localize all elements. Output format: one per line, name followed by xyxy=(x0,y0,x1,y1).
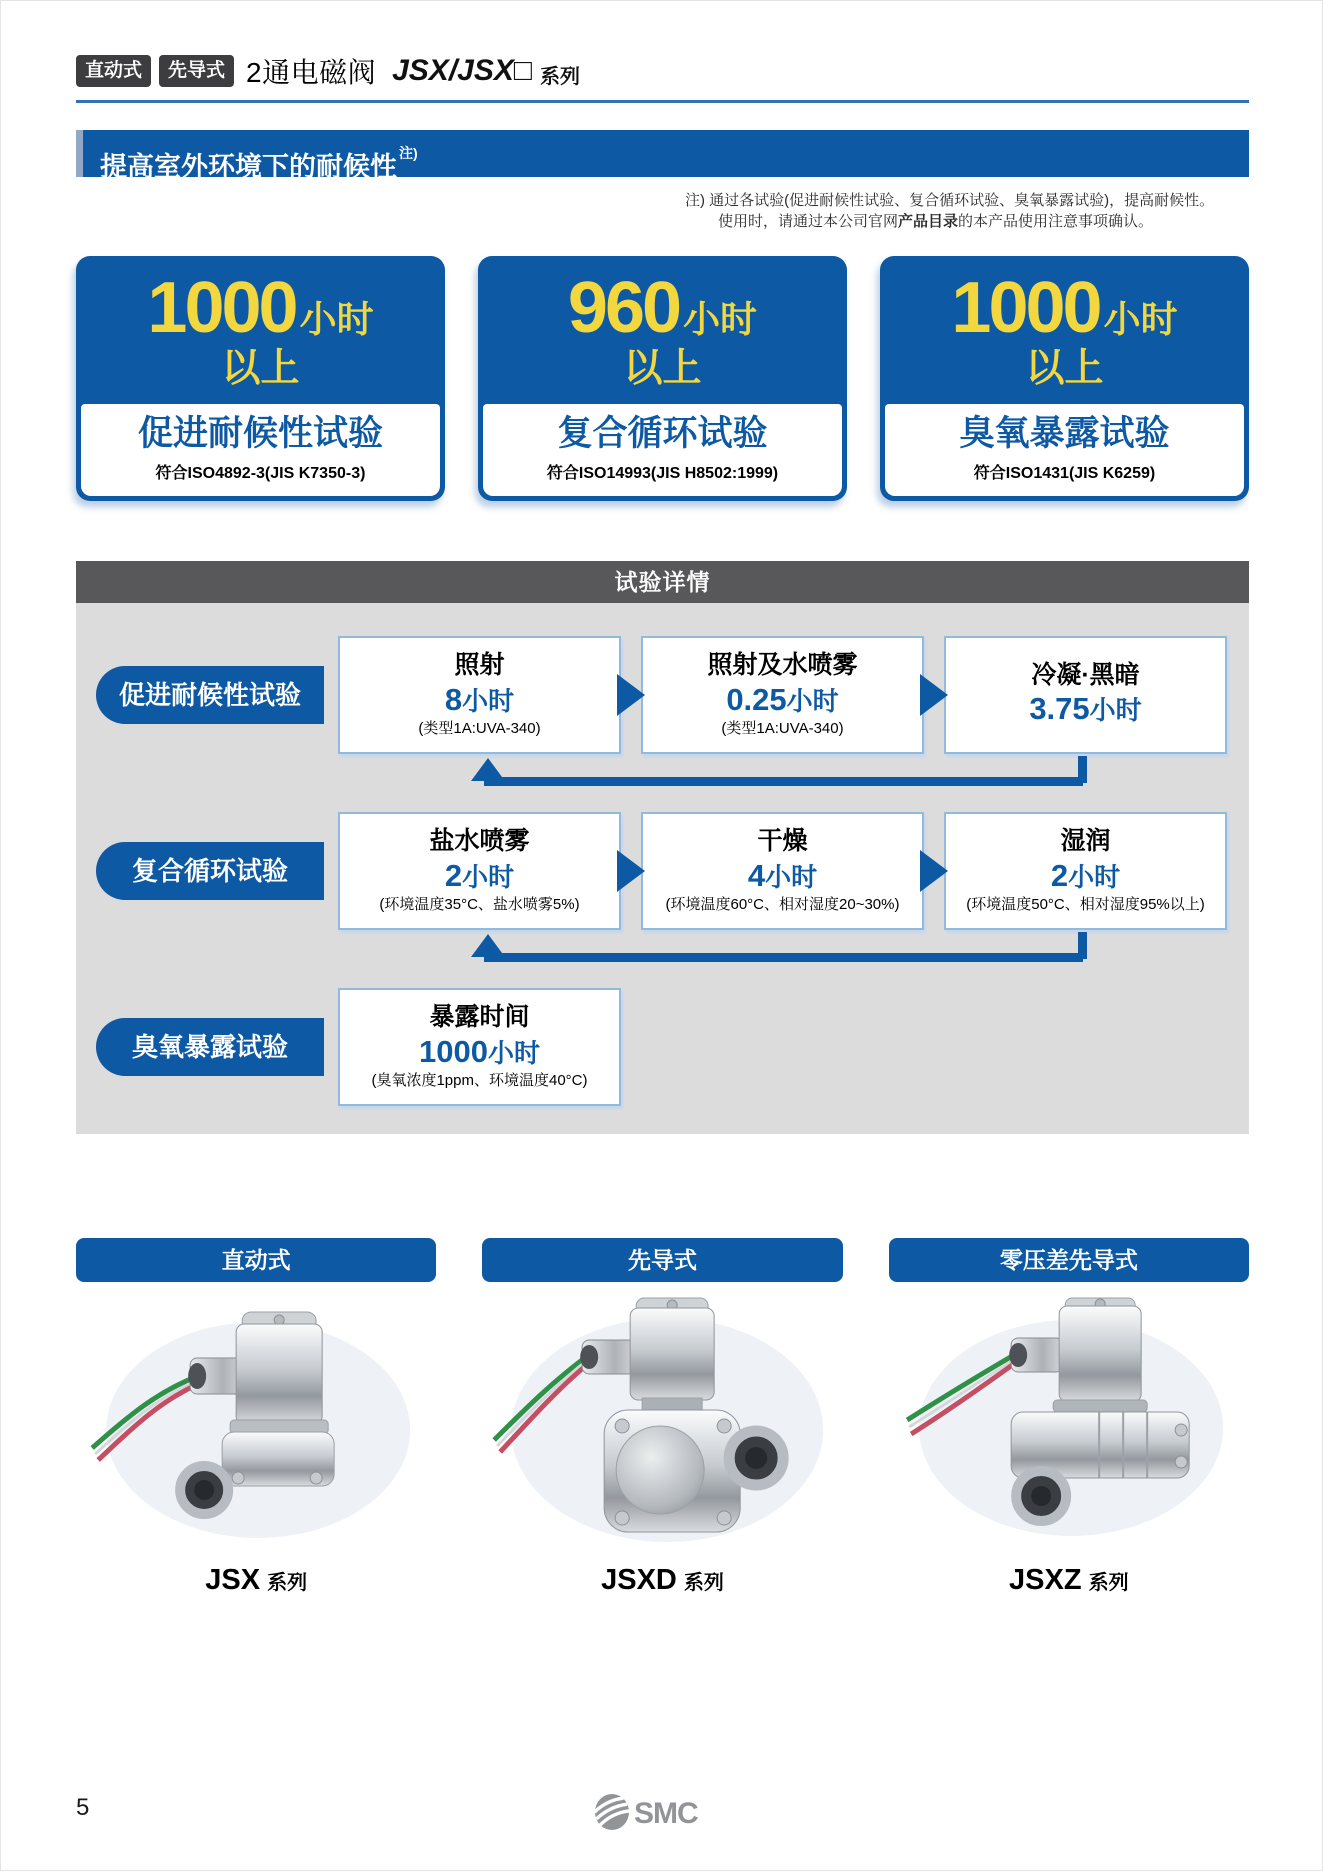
flow-step: 照射及水喷雾 0.25小时 (类型1A:UVA-340) xyxy=(641,636,924,754)
doc-title: 2通电磁阀 xyxy=(246,57,377,88)
product-columns xyxy=(76,1238,1249,1597)
flow-arrow-icon xyxy=(614,812,648,930)
smc-logo xyxy=(593,1792,733,1832)
header-rule xyxy=(76,100,1249,103)
flow-step: 干燥 4小时 (环境温度60°C、相对湿度20~30%) xyxy=(641,812,924,930)
card-qualifier: 以上 xyxy=(623,347,702,390)
flow-arrow-icon xyxy=(614,636,648,754)
badge-pilot-operated: 先导式 xyxy=(159,55,234,87)
product-type-header: 先导式 xyxy=(482,1238,842,1282)
card-hours: 1000 小时 xyxy=(951,268,1178,348)
test-label: 促进耐候性试验 xyxy=(96,666,324,724)
card-test-name: 复合循环试验 xyxy=(557,413,768,453)
valve-illustration-jsxz xyxy=(889,1296,1249,1558)
highlight-card-cyclic xyxy=(478,256,847,501)
section-banner xyxy=(76,130,1249,182)
flow-step: 盐水喷雾 2小时 (环境温度35°C、盐水喷雾5%) xyxy=(338,812,621,930)
test-flow-row-cyclic xyxy=(96,812,1227,930)
valve-illustration-jsxd xyxy=(482,1296,842,1558)
card-standard: 符合ISO1431(JIS K6259) xyxy=(973,465,1156,483)
product-photo-jsxd-valve xyxy=(482,1296,842,1558)
panel-title: 试验详情 xyxy=(76,561,1249,603)
flow-step: 照射 8小时 (类型1A:UVA-340) xyxy=(338,636,621,754)
badge-direct-operated: 直动式 xyxy=(76,55,151,87)
test-label: 复合循环试验 xyxy=(96,842,324,900)
flow-arrow-icon xyxy=(917,812,951,930)
product-series-label: JSXZ 系列 xyxy=(1009,1564,1129,1597)
footnote-line1: 注) 通过各试验(促进耐候性试验、复合循环试验、臭氧暴露试验)，提高耐候性。 xyxy=(685,192,1215,209)
card-hours: 1000 小时 xyxy=(147,268,374,348)
product-series-label: JSXD 系列 xyxy=(601,1564,724,1597)
note-reference: 注) xyxy=(399,145,418,161)
flow-step: 湿润 2小时 (环境温度50°C、相对湿度95%以上) xyxy=(944,812,1227,930)
product-jsxz xyxy=(889,1238,1249,1597)
product-jsxd xyxy=(482,1238,842,1597)
product-jsx xyxy=(76,1238,436,1597)
footnote-line2: 使用时，请通过本公司官网产品目录的本产品使用注意事项确认。 xyxy=(718,213,1154,230)
highlight-cards xyxy=(76,256,1249,501)
flow-arrow-icon xyxy=(917,636,951,754)
card-standard: 符合ISO4892-3(JIS K7350-3) xyxy=(155,465,366,483)
valve-illustration-jsx xyxy=(76,1296,436,1558)
page-footer xyxy=(76,1792,1249,1834)
page-number: 5 xyxy=(76,1794,90,1821)
product-type-header: 零压差先导式 xyxy=(889,1238,1249,1282)
card-qualifier: 以上 xyxy=(1025,347,1104,390)
product-series-label: JSX 系列 xyxy=(205,1564,308,1597)
doc-header xyxy=(76,51,1249,91)
card-test-name: 臭氧暴露试验 xyxy=(959,413,1170,453)
return-arrow-icon xyxy=(338,930,1227,986)
series-name: JSX/JSX□ xyxy=(392,54,532,87)
series-suffix: 系列 xyxy=(539,65,580,88)
card-test-name: 促进耐候性试验 xyxy=(137,413,383,453)
product-photo-jsxz-valve xyxy=(889,1296,1249,1558)
product-photo-jsx-valve xyxy=(76,1296,436,1558)
test-flow-row-weathering xyxy=(96,636,1227,754)
svg-text:SMC: SMC xyxy=(633,1797,698,1830)
return-arrow-icon xyxy=(338,754,1227,810)
test-flow-row-ozone xyxy=(96,988,1227,1106)
card-standard: 符合ISO14993(JIS H8502:1999) xyxy=(546,465,779,483)
card-qualifier: 以上 xyxy=(221,347,300,390)
highlight-card-weathering xyxy=(76,256,445,501)
flow-step: 冷凝·黑暗 3.75小时 xyxy=(944,636,1227,754)
test-label: 臭氧暴露试验 xyxy=(96,1018,324,1076)
product-type-header: 直动式 xyxy=(76,1238,436,1282)
highlight-card-ozone xyxy=(880,256,1249,501)
flow-step: 暴露时间 1000小时 (臭氧浓度1ppm、环境温度40°C) xyxy=(338,988,621,1106)
test-details-panel xyxy=(76,561,1249,1134)
card-hours: 960 小时 xyxy=(567,268,758,348)
footnote xyxy=(685,190,1247,232)
section-banner-title: 提高室外环境下的耐候性 xyxy=(100,152,397,182)
